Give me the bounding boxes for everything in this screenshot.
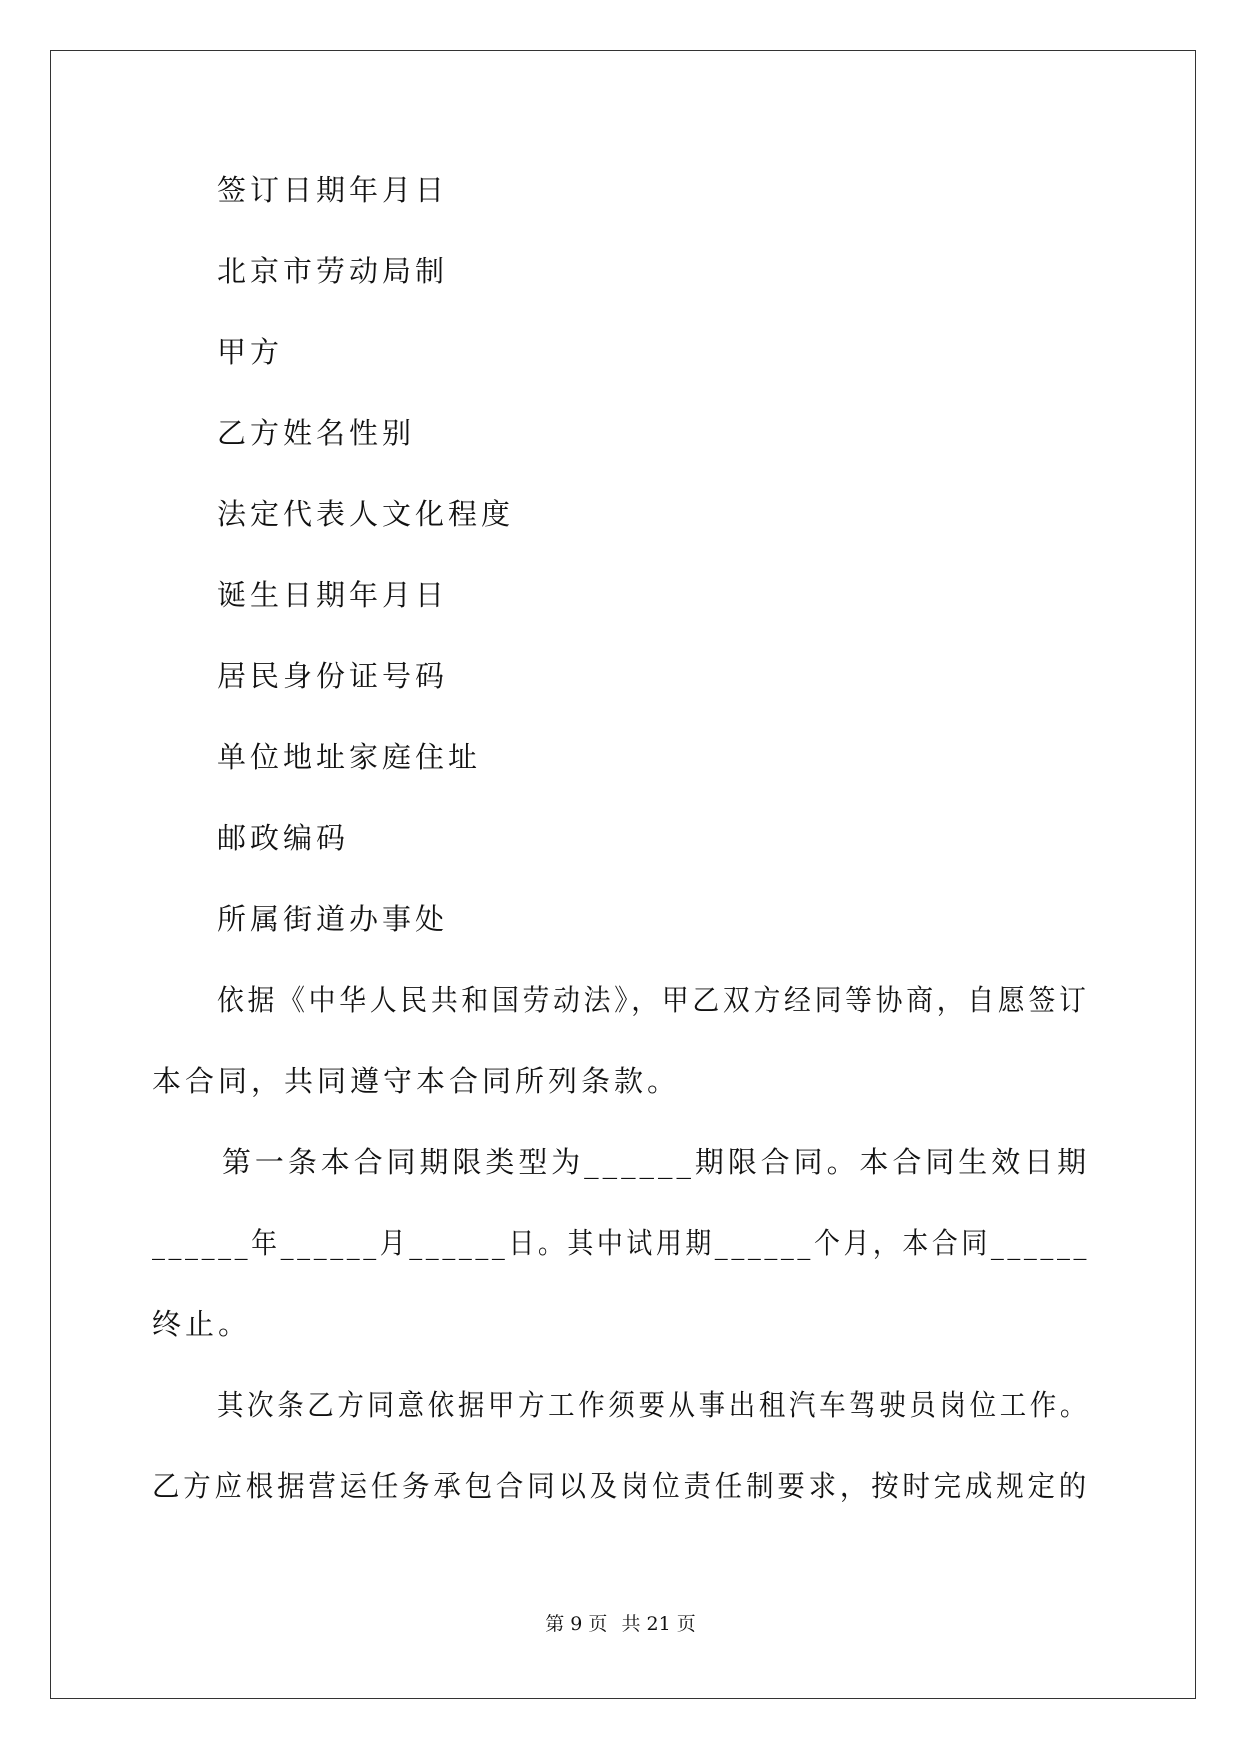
page-footer bbox=[0, 1612, 1241, 1636]
page-border bbox=[50, 50, 1196, 1699]
field-postal-code: 邮政编码 bbox=[217, 821, 350, 855]
field-street-office: 所属街道办事处 bbox=[217, 902, 449, 936]
page-total: 共 21 页 bbox=[621, 1613, 696, 1635]
article-1-line-2: ______年______月______日。其中试用期______个月，本合同______ bbox=[152, 1226, 1091, 1260]
article-2-line-2: 乙方应根据营运任务承包合同以及岗位责任制要求，按时完成规定的 bbox=[152, 1469, 1091, 1503]
field-address: 单位地址家庭住址 bbox=[217, 740, 482, 774]
page-number: 第 9 页 bbox=[545, 1613, 608, 1635]
field-party-b-name-gender: 乙方姓名性别 bbox=[217, 416, 416, 450]
field-birth-date: 诞生日期年月日 bbox=[217, 578, 449, 612]
field-issuer: 北京市劳动局制 bbox=[217, 254, 449, 288]
article-2-line-1: 其次条乙方同意依据甲方工作须要从事出租汽车驾驶员岗位工作。 bbox=[217, 1388, 1091, 1422]
intro-line-1: 依据《中华人民共和国劳动法》，甲乙双方经同等协商，自愿签订 bbox=[217, 983, 1090, 1017]
field-id-number: 居民身份证号码 bbox=[217, 659, 449, 693]
article-1-line-1: 第一条本合同期限类型为______期限合同。本合同生效日期 bbox=[222, 1145, 1091, 1179]
intro-line-2: 本合同，共同遵守本合同所列条款。 bbox=[152, 1064, 681, 1098]
field-legal-rep-education: 法定代表人文化程度 bbox=[217, 497, 515, 531]
article-1-line-3: 终止。 bbox=[152, 1307, 252, 1341]
field-party-a: 甲方 bbox=[217, 335, 284, 369]
field-sign-date: 签订日期年月日 bbox=[217, 173, 449, 207]
